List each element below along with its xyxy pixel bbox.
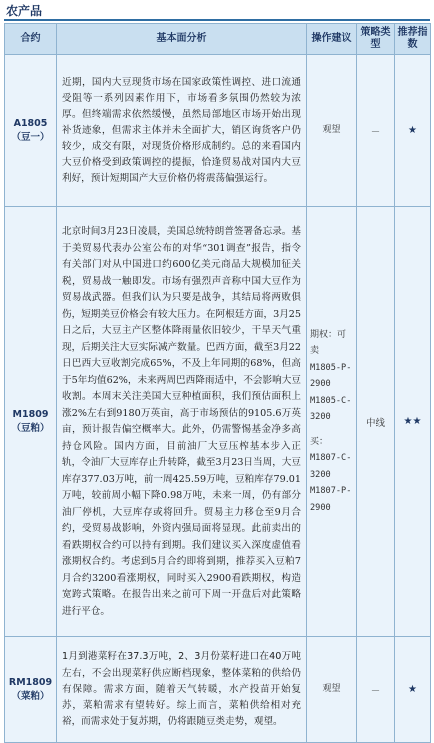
- advice-cell: 观望: [307, 637, 357, 743]
- strategy-table: [4, 23, 431, 743]
- contract-cell: [5, 55, 57, 207]
- analysis-cell: 北京时间3月23日凌晨，美国总统特朗普签署备忘录。基于美贸易代表办公室公布的对华“301调查”报告，指令有关部门对从中国进口约600亿美元商品大规模加征关税，贸易战一触即发。市场有强烈声音称中国大豆作为贸易战武器。但我们认为只要是战争，其结局将两败俱伤，短期美豆价格会有较大压力。在阿根廷方面，3月25日之后，大豆主产区整体降雨量依旧较少，干旱天气重现，后期关注大豆实际减产数量。巴西方面，截至3月22日巴西大豆收割完成65%，不及上年同期的68%，但高于5年均值62%，未来两周巴西降雨适中，不会影响大豆收割。本周末关注美国大豆种植面积，我们预估面积上涨2%左右到9180万英亩，高于市场预估的9105.6万英亩，预计报告偏空概率大。此外，仍需警惕基金净多高持仓风险。国内方面，目前油厂大豆压榨基本步入正轨，令油厂大豆库存止升转降，截至3月23日当周，大豆库存377.03万吨，前一周425.59万吨，豆粕库存79.01万吨，较前周小幅下降0.98万吨，未来一周，仍有部分油厂停机，大豆库存或将回升。贸易主力移仓至9月合约，受贸易战影响，外资内强局面将显现。此前卖出的看跌期权合约可以持有到期。我们建议买入深度虚值看涨期权合约。考虑到5月合约即将到期，推荐买入豆粕7月合约3200看涨期权，同时买入2900看跌期权，构造宽跨式策略。在报告出来之前可下周一开盘后对此策略进行平仓。: [57, 207, 307, 637]
- advice-line: M1807-C-: [310, 453, 352, 464]
- contract-cell: [5, 207, 57, 637]
- table-row: [5, 637, 431, 743]
- advice-line: M1805-C-: [310, 395, 352, 406]
- star-rating: ★: [395, 55, 431, 207]
- contract-code: M1809: [12, 408, 49, 420]
- analysis-cell: 1月到港菜籽在37.3万吨，2、3月份菜籽进口在40万吨左右，不会出现菜籽供应断档现象，整体菜粕的供给仍有保障。需求方面，随着天气转暖，水产投苗开始复苏，菜粕需求有望转好。综上而言，菜粕供给相对充裕，而需求处于复苏期，仍将跟随豆类走势，观望。: [57, 637, 307, 743]
- advice-cell: [307, 207, 357, 637]
- advice-spacer: [310, 426, 353, 434]
- advice-line: 期权：可卖: [310, 329, 347, 357]
- advice-line: 2900: [310, 502, 331, 513]
- contract-cell: [5, 637, 57, 743]
- header-recommend-index: 推荐指数: [395, 24, 431, 55]
- strategy-type-cell: －: [357, 637, 395, 743]
- contract-code: RM1809: [8, 676, 53, 688]
- strategy-type-cell: 中线: [357, 207, 395, 637]
- contract-name: （豆一）: [11, 131, 50, 143]
- contract-name: （豆粕）: [11, 422, 50, 434]
- advice-line: 买：: [310, 436, 329, 447]
- advice-line: 3200: [310, 469, 331, 480]
- advice-line: 3200: [310, 412, 331, 423]
- star-rating: ★★: [395, 207, 431, 637]
- contract-name: （菜粕）: [11, 690, 50, 702]
- advice-line: M1807-P-: [310, 486, 352, 497]
- header-advice: 操作建议: [307, 24, 357, 55]
- header-analysis: 基本面分析: [57, 24, 307, 55]
- star-rating: ★: [395, 637, 431, 743]
- contract-code: A1805: [13, 117, 48, 129]
- title-rule: [4, 19, 430, 21]
- section-title: 农产品: [6, 4, 43, 18]
- analysis-cell: 近期，国内大豆现货市场在国家政策性调控、进口流通受阻等一系列因素作用下，市场看多氛围仍然较为浓厚。但终端需求依然缓慢，虽然局部地区市场开始出现补货迹象，但需求主体并未全面扩大，销区询货客户仍较少，成交有限，对现货价格形成制约。总的来看国内大豆价格受到政策调控的提振，恰逢贸易战对国内大豆利好，预计短期国产大豆价格仍将震荡偏强运行。: [57, 55, 307, 207]
- table-row: [5, 55, 431, 207]
- header-contract: 合约: [5, 24, 57, 55]
- strategy-type-cell: －: [357, 55, 395, 207]
- advice-line: M1805-P-: [310, 362, 352, 373]
- table-row: [5, 207, 431, 637]
- header-strategy-type: 策略类型: [357, 24, 395, 55]
- advice-line: 2900: [310, 379, 331, 390]
- advice-cell: 观望: [307, 55, 357, 207]
- table-header-row: [5, 24, 431, 55]
